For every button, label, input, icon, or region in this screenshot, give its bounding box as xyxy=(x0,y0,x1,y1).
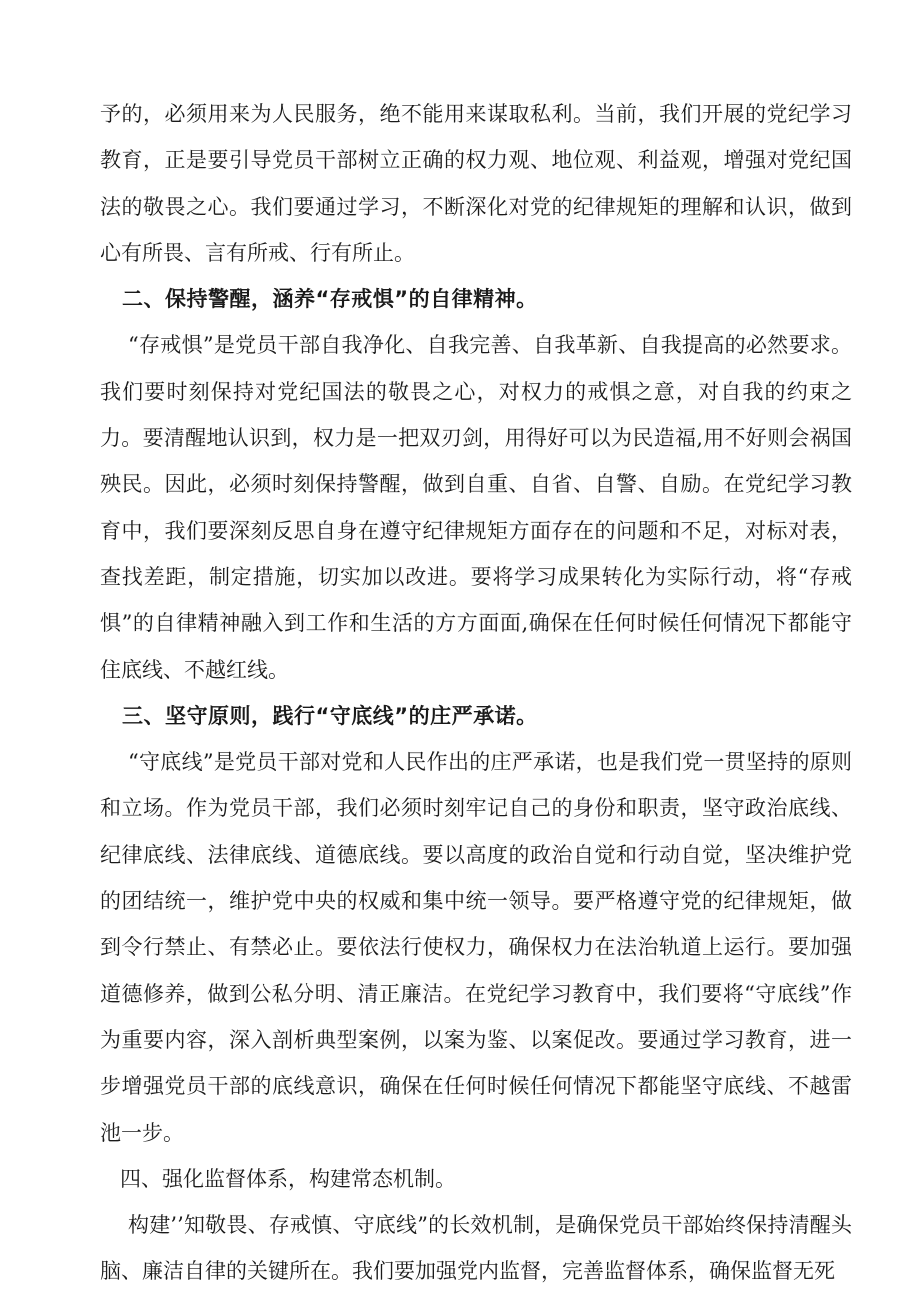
section-heading-2: 二、保持警醒，涵养“存戒惧”的自律精神。 xyxy=(122,287,538,312)
section-heading-4: 四、强化监督体系，构建常态机制。 xyxy=(120,1166,456,1191)
paragraph-intro: 予的，必须用来为人民服务，绝不能用来谋取私利。当前，我们开展的党纪学习教育，正是要引导党员干部树立正确的权力观、地位观、利益观，增强对党纪国法的敬畏之心。我们要通过学习，不断深化对党的纪律规矩的理解和认识，做到心有所畏、言有所戒、行有所止。 xyxy=(100,102,852,265)
section-heading-3: 三、坚守原则，践行“守底线”的庄严承诺。 xyxy=(122,703,538,728)
paragraph-section-2: “存戒惧”是党员干部自我净化、自我完善、自我革新、自我提高的必然要求。我们要时刻保持对党纪国法的敬畏之心，对权力的戒惧之意，对自我的约束之力。要清醒地认识到，权力是一把双刃剑，用得好可以为民造福,用不好则会祸国殃民。因此，必须时刻保持警醒，做到自重、自省、自警、自励。在党纪学习教育中，我们要深刻反思自身在遵守纪律规矩方面存在的问题和不足，对标对表，查找差距，制定措施，切实加以改进。要将学习成果转化为实际行动，将“存戒惧”的自律精神融入到工作和生活的方方面面,确保在任何时候任何情况下都能守住底线、不越红线。 xyxy=(100,333,852,682)
paragraph-section-4: 构建’’知敬畏、存戒慎、守底线”的长效机制，是确保党员干部始终保持清醒头脑、廉洁自律的关键所在。我们要加强党内监督，完善监督体系，确保监督无死 xyxy=(100,1213,852,1284)
paragraph-section-3: “守底线”是党员干部对党和人民作出的庄严承诺，也是我们党一贯坚持的原则和立场。作为党员干部，我们必须时刻牢记自己的身份和职责，坚守政治底线、纪律底线、法律底线、道德底线。要以高度的政治自觉和行动自觉，坚决维护党的团结统一，维护党中央的权威和集中统一领导。要严格遵守党的纪律规矩，做到令行禁止、有禁必止。要依法行使权力，确保权力在法治轨道上运行。要加强道德修养，做到公私分明、清正廉洁。在党纪学习教育中，我们要将“守底线”作为重要内容，深入剖析典型案例，以案为鉴、以案促改。要通过学习教育，进一步增强党员干部的底线意识，确保在任何时候任何情况下都能坚守底线、不越雷池一步。 xyxy=(100,750,852,1145)
document-body xyxy=(100,91,852,1295)
